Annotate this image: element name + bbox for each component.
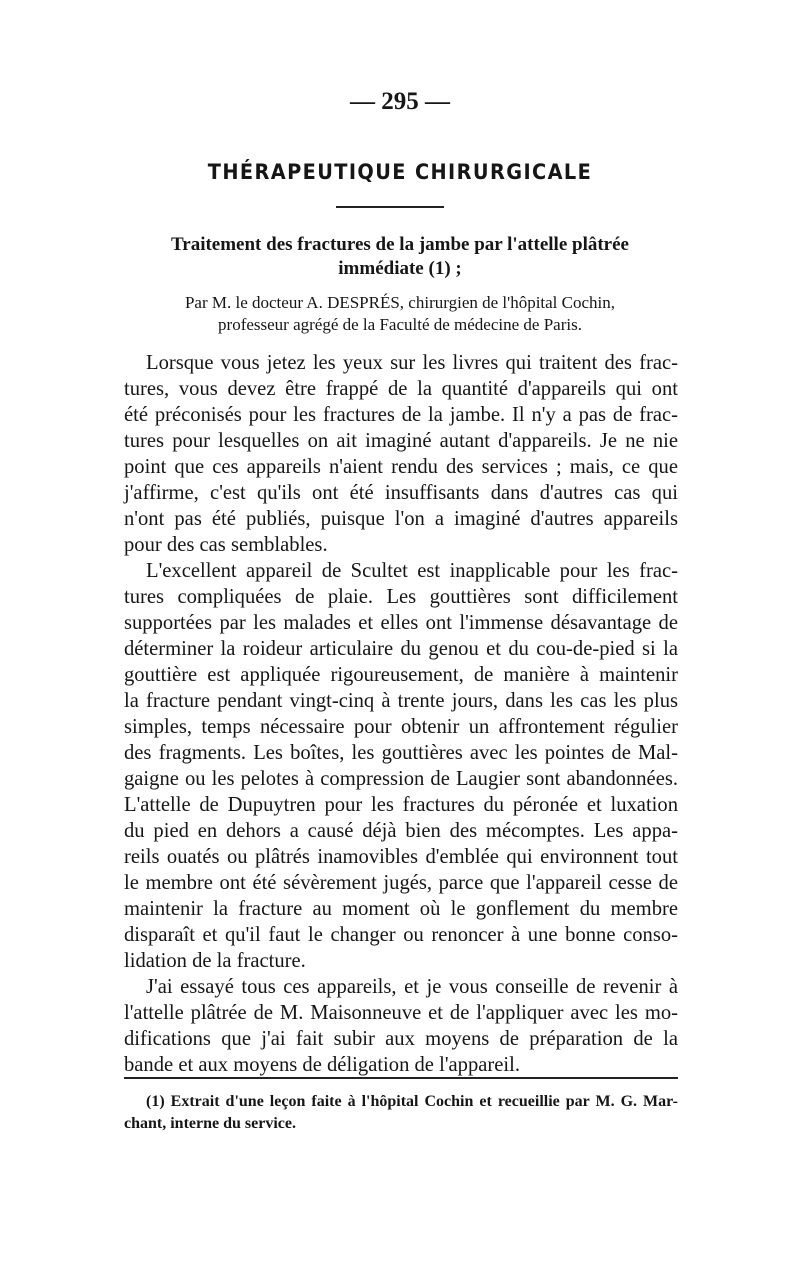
body-line: gouttière est appliquée rigoureusement, de manière à maintenir [124,664,678,686]
body-line: j'affirme, c'est qu'ils ont été insuffisants dans d'autres cas qui [124,482,678,504]
body-line: l'attelle plâtrée de M. Maisonneuve et de l'appliquer avec les mo- [124,1002,678,1024]
body-line: déterminer la roideur articulaire du genou et du cou-de-pied si la [124,638,678,660]
body-line: maintenir la fracture au moment où le gonflement du membre [124,898,678,920]
body-line: reils ouatés ou plâtrés inamovibles d'emblée qui environnent tout [124,846,678,868]
body-line: bande et aux moyens de déligation de l'appareil. [124,1054,520,1076]
byline-line-2: professeur agrégé de la Faculté de médecine de Paris. [218,315,582,334]
body-line: lidation de la fracture. [124,950,306,972]
body-line: L'attelle de Dupuytren pour les fractures du péronée et luxation [124,794,678,816]
article-title-line-1: Traitement des fractures de la jambe par l'attelle plâtrée [171,234,629,255]
body-line: des fragments. Les boîtes, les gouttières avec les pointes de Mal- [124,742,678,764]
body-line: disparaît et qu'il faut le changer ou renoncer à une bonne conso- [124,924,678,946]
body-line: pour des cas semblables. [124,534,328,556]
article-title-line-2: immédiate (1) ; [338,258,462,279]
page-number: — 295 — [350,88,450,115]
body-line: n'ont pas été publiés, puisque l'on a imaginé d'autres appareils [124,508,678,530]
body-line: la fracture pendant vingt-cinq à trente jours, dans les cas les plus [124,690,678,712]
body-line: point que ces appareils n'aient rendu des services ; mais, ce que [124,456,678,478]
footnote-line-1: (1) Extrait d'une leçon faite à l'hôpital Cochin et recueillie par M. G. Mar- [146,1093,678,1110]
body-line: supportées par les malades et elles ont l'immense désavantage de [124,612,678,634]
body-line: Lorsque vous jetez les yeux sur les livres qui traitent des frac- [146,352,678,374]
byline-line-1: Par M. le docteur A. DESPRÉS, chirurgien de l'hôpital Cochin, [184,293,616,312]
body-line: J'ai essayé tous ces appareils, et je vous conseille de revenir à [146,976,678,998]
section-title: THÉRAPEUTIQUE CHIRURGICALE [207,160,593,184]
body-line: tures, vous devez être frappé de la quantité d'appareils qui ont [124,378,678,400]
footnote-line-2: chant, interne du service. [124,1115,296,1132]
body-line: L'excellent appareil de Scultet est inapplicable pour les frac- [146,560,678,582]
body-line: du pied en dehors a causé déjà bien des mécomptes. Les appa- [124,820,678,842]
body-line: tures compliquées de plaie. Les gouttières sont difficilement [124,586,678,608]
body-line: simples, temps nécessaire pour obtenir un affrontement régulier [124,716,678,738]
footnote-divider-rule [124,1077,678,1079]
body-line: été préconisés pour les fractures de la jambe. Il n'y a pas de frac- [124,404,678,426]
title-divider-rule [336,206,444,208]
body-line: le membre ont été sévèrement jugés, parce que l'appareil cesse de [124,872,678,894]
body-line: difications que j'ai fait subir aux moyens de préparation de la [124,1028,678,1050]
body-line: gaigne ou les pelotes à compression de Laugier sont abandonnées. [124,768,678,790]
body-line: tures pour lesquelles on ait imaginé autant d'appareils. Je ne nie [124,430,678,452]
